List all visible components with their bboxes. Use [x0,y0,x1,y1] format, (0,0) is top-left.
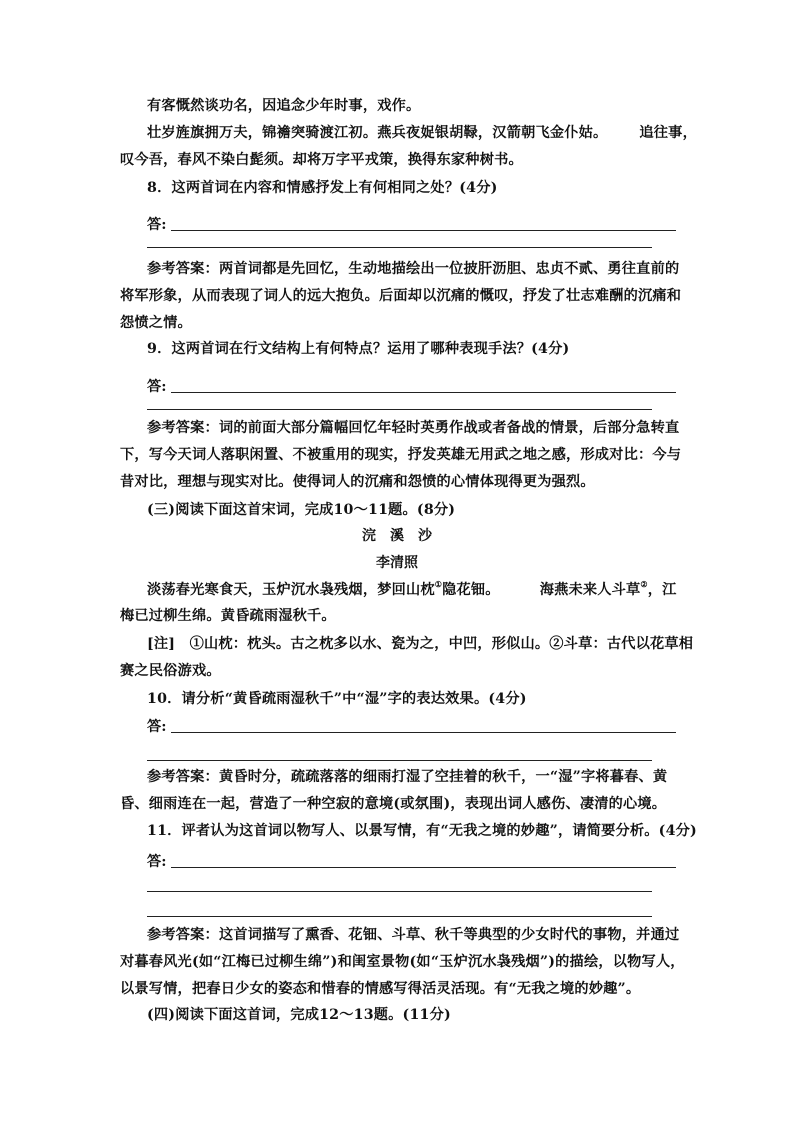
answer-rule [147,409,652,410]
section4-intro: (四)阅读下面这首词，完成12～13题。(11分) [147,1007,451,1023]
poem1-line1a: 壮岁旌旗拥万夫，锦襜突骑渡江初。燕兵夜娖银胡䩮，汉箭朝飞金仆姑。 [147,125,608,141]
q10-ref-line: 参考答案：黄昏时分，疏疏落落的细雨打湿了空挂着的秋千，一“湿”字将暮春、黄 [147,769,668,785]
poem2-title: 浣 溪 沙 [362,528,432,544]
q9-question: 9．这两首词在行文结构上有何特点？运用了哪种表现手法？(4分) [147,341,570,357]
q11-ref-line: 以景写情，把春日少女的姿态和惜春的情感写得活灵活现。有“无我之境的妙趣”。 [120,981,641,997]
q11-ref-line: 参考答案：这首词描写了熏香、花钿、斗草、秋千等典型的少女时代的事物，并通过 [147,927,680,943]
poem2-line2: 梅已过柳生绵。黄昏疏雨湿秋千。 [120,608,336,624]
q8-answer-label: 答: [147,217,167,233]
footnote-mark: ① [434,579,443,589]
answer-rule [147,916,652,917]
poem1-preface: 有客慨然谈功名，因追念少年时事，戏作。 [147,98,421,114]
q10-question: 10．请分析“黄昏疏雨湿秋千”中“湿”字的表达效果。(4分) [147,691,527,707]
footnote-mark: ② [640,579,648,589]
q9-ref-line: 下，写今天词人落职闲置、不被重用的现实，抒发英雄无用武之地之感，形成对比：今与 [120,447,682,463]
poem2-note: [注] ①山枕：枕头。古之枕多以水、瓷为之，中凹，形似山。②斗草：古代以花草相 [147,636,694,652]
q8-ref-line: 怨愤之情。 [120,315,192,331]
poem1-line1 [147,123,697,143]
answer-rule [147,891,652,892]
q8-ref-line: 将军形象，从而表现了词人的远大抱负。后面却以沉痛的慨叹，抒发了壮志难酬的沉痛和 [120,288,682,304]
answer-rule [147,247,652,248]
q11-question: 11．评者认为这首词以物写人、以景写情，有“无我之境的妙趣”，请简要分析。(4分) [147,823,697,839]
answer-rule [171,392,676,393]
q9-ref-line: 昔对比，理想与现实对比。使得词人的沉痛和怨愤的心情体现得更为强烈。 [120,474,595,490]
poem2-author: 李清照 [376,555,418,571]
poem1-line2: 叹今吾，春风不染白髭须。却将万字平戎策，换得东家种树书。 [120,152,523,168]
answer-rule [147,760,652,761]
answer-rule [171,732,676,733]
q11-ref-line: 对暮春风光(如“江梅已过柳生绵”)和闺室景物(如“玉炉沉水袅残烟”)的描绘，以物写人， [120,954,685,970]
poem2-line1b: 隐花钿。 [442,582,500,598]
q10-answer-label: 答: [147,719,167,735]
poem2-line1 [147,580,677,600]
q8-question: 8．这两首词在内容和情感抒发上有何相同之处？(4分) [147,180,498,196]
poem2-line1c: 海燕未来人斗草 [539,582,641,598]
poem2-line1d: ，江 [647,582,677,598]
q11-answer-label: 答: [147,854,167,870]
q8-ref-line: 参考答案：两首词都是先回忆，生动地描绘出一位披肝沥胆、忠贞不贰、勇往直前的 [147,261,680,277]
q9-answer-label: 答: [147,379,167,395]
section3-intro: (三)阅读下面这首宋词，完成10～11题。(8分) [147,502,456,518]
q10-ref-line: 昏、细雨连在一起，营造了一种空寂的意境(或氛围)，表现出词人感伤、凄清的心境。 [120,796,667,812]
poem1-line1b: 追往事， [639,125,697,141]
answer-rule [171,230,676,231]
q9-ref-line: 参考答案：词的前面大部分篇幅回忆年轻时英勇作战或者备战的情景，后部分急转直 [147,420,680,436]
answer-rule [171,867,676,868]
poem2-line1a: 淡荡春光寒食天，玉炉沉水袅残烟，梦回山枕 [147,582,435,598]
poem2-note: 赛之民俗游戏。 [120,663,221,679]
